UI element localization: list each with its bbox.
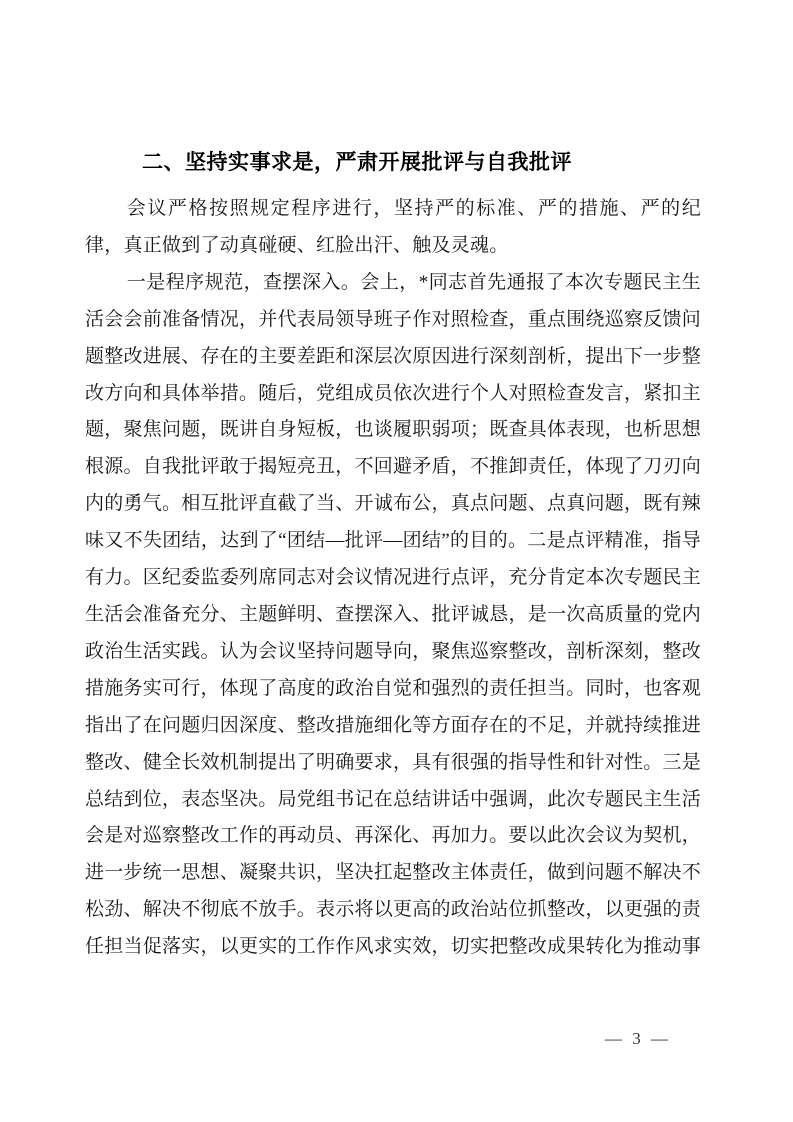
section-heading: 二、坚持实事求是，严肃开展批评与自我批评 bbox=[142, 151, 572, 174]
body-paragraph: 一是程序规范，查摆深入。会上，*同志首先通报了本次专题民主生活会会前准备情况，并代表局领导班子作对照检查，重点围绕巡察反馈问题整改进展、存在的主要差距和深层次原因进行深刻剖析，提出下一步整改方向和具体举措。随后，党组成员依次进行个人对照检查发言，紧扣主题，聚焦问题，既讲自身短板，也谈履职弱项；既查具体表现，也析思想根源。自我批评敢于揭短亮丑，不回避矛盾，不推卸责任，体现了刀刃向内的勇气。相互批评直截了当、开诚布公，真点问题、点真问题，既有辣味又不失团结，达到了“团结—批评—团结”的目的。二是点评精准，指导有力。区纪委监委列席同志对会议情况进行点评，充分肯定本次专题民主生活会准备充分、主题鲜明、查摆深入、批评诚恳，是一次高质量的党内政治生活实践。认为会议坚持问题导向，聚焦巡察整改，剖析深刻，整改措施务实可行，体现了高度的政治自觉和强烈的责任担当。同时，也客观指出了在问题归因深度、整改措施细化等方面存在的不足，并就持续推进整改、健全长效机制提出了明确要求，具有很强的指导性和针对性。三是总结到位，表态坚决。局党组书记在总结讲话中强调，此次专题民主生活会是对巡察整改工作的再动员、再深化、再加力。要以此次会议为契机，进一步统一思想、凝聚共识，坚决扛起整改主体责任，做到问题不解决不松劲、解决不彻底不放手。表示将以更高的政治站位抓整改，以更强的责任担当促落实，以更实的工作作风求实效，切实把整改成果转化为推动事 bbox=[85, 271, 702, 958]
page-number: — 3 — bbox=[605, 1029, 671, 1048]
body-paragraph: 会议严格按照规定程序进行，坚持严的标准、严的措施、严的纪律，真正做到了动真碰硬、红脸出汗、触及灵魂。 bbox=[85, 198, 701, 256]
document-content bbox=[85, 148, 701, 966]
